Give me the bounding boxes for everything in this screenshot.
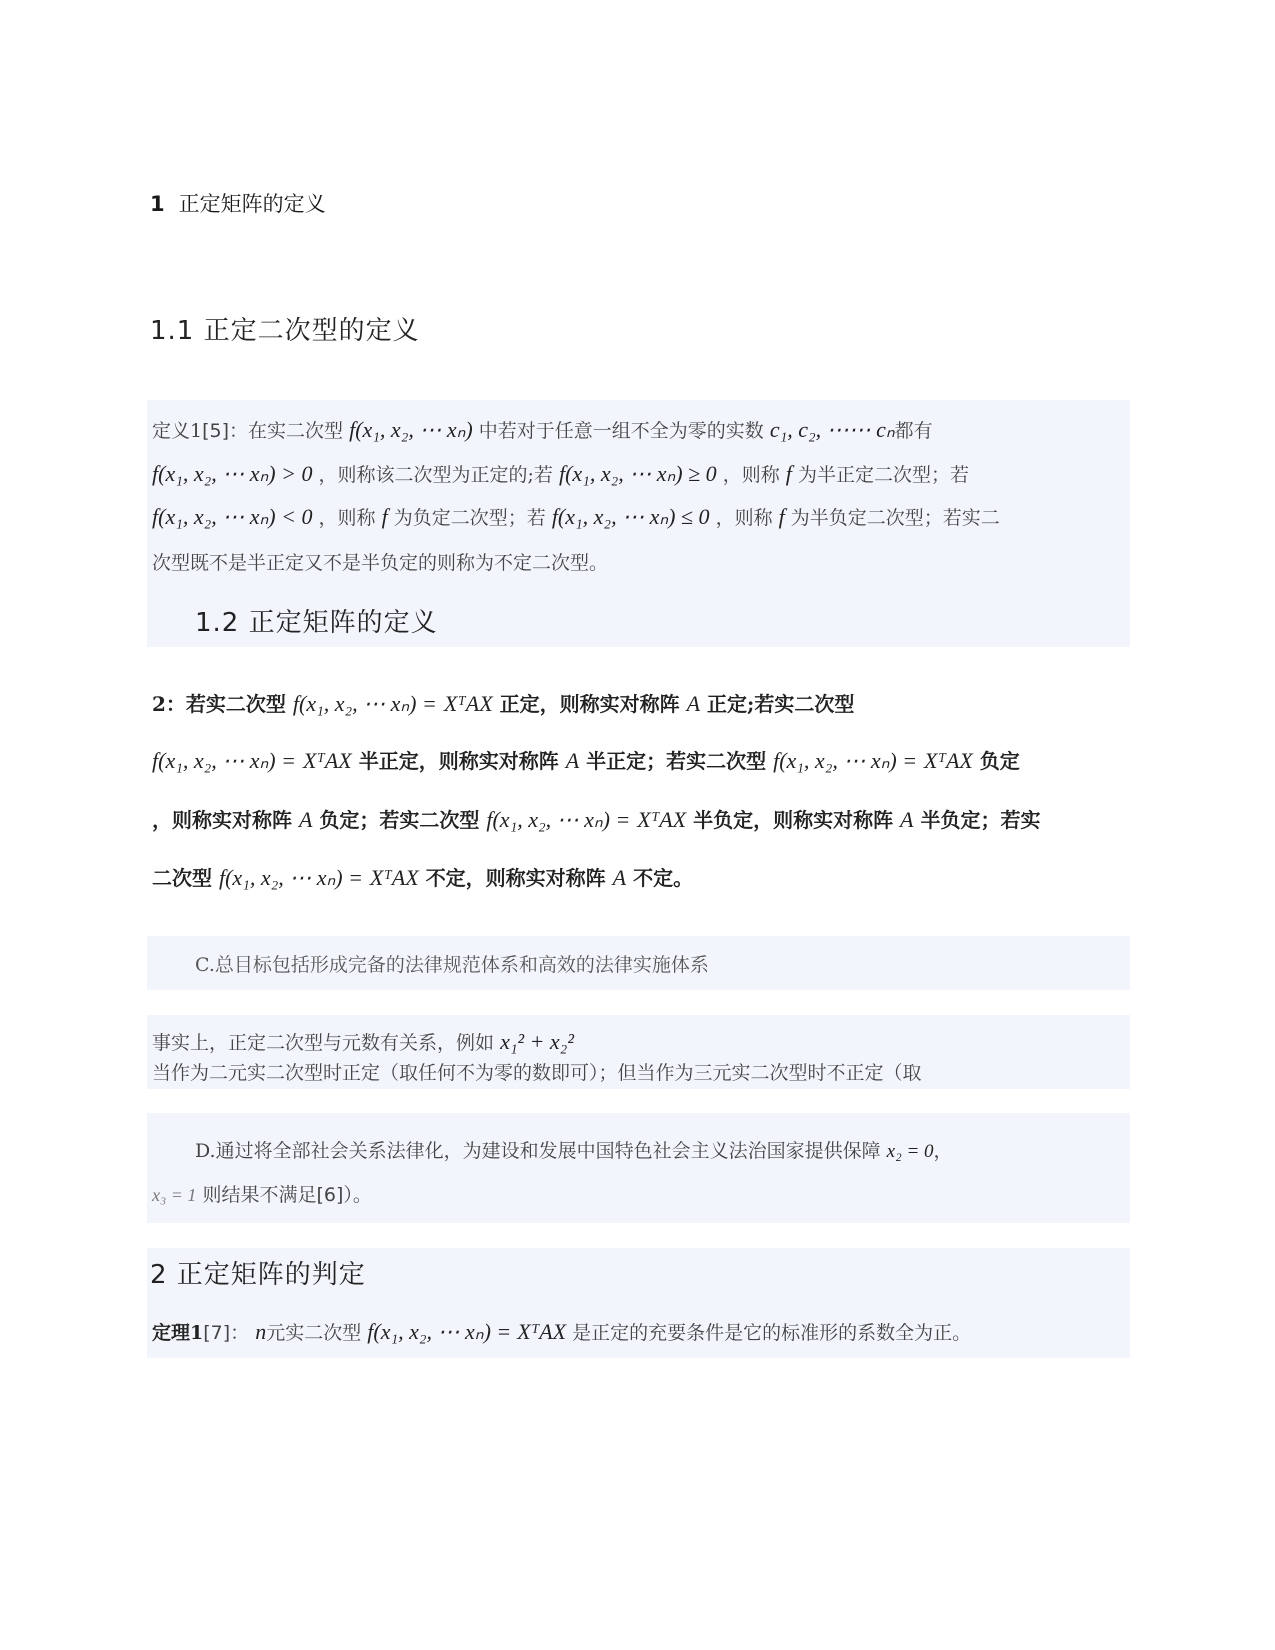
def2-line-4: [152, 862, 693, 891]
formula-xtax: XᵀAX: [517, 1319, 567, 1344]
formula-c: c₁, c₂, ⋯⋯ cₙ: [769, 417, 895, 442]
section-2-heading: 2 正定矩阵的判定: [150, 1260, 366, 1290]
def2-text: 不定。: [633, 866, 694, 890]
def1-line-2: [152, 460, 969, 487]
formula-quad: f(x₁, x₂, ⋯ xₙ) =: [773, 748, 918, 773]
def1-text: ，则称: [715, 507, 773, 529]
fact-line-2: 当作为二元实二次型时正定（取任何不为零的数即可）；但当作为三元实二次型时不正定（取: [152, 1062, 922, 1084]
option-c-text: C.总目标包括形成完备的法律规范体系和高效的法律实施体系: [195, 954, 709, 976]
formula-xtax: XᵀAX: [924, 748, 973, 773]
theorem-text: ：: [230, 1322, 250, 1344]
formula-quad: f(x₁, x₂, ⋯ xₙ) =: [152, 748, 296, 773]
formula-A: A: [900, 807, 914, 832]
def1-text: ，则称该二次型为正定的;若: [318, 464, 553, 486]
formula-f: f(x₁, x₂, ⋯ xₙ): [349, 417, 473, 442]
option-d-text: ，: [933, 1140, 953, 1162]
def2-text: 二次型: [152, 866, 212, 890]
formula-xtax: XᵀAX: [302, 748, 352, 773]
formula-ge: f(x₁, x₂, ⋯ xₙ) ≥ 0: [558, 461, 717, 486]
formula-A: A: [298, 807, 313, 832]
section-1-1-heading: 1.1 正定二次型的定义: [150, 316, 420, 346]
def2-text: 正定;若实二次型: [707, 692, 855, 716]
def2-line-2: [152, 745, 1020, 774]
def2-text: 半正定；若实二次型: [586, 749, 767, 773]
formula-quad: f(x₁, x₂, ⋯ xₙ) =: [218, 865, 363, 890]
option-d-text: D.通过将全部社会关系法律化，为建设和发展中国特色社会主义法治国家提供保障: [195, 1140, 881, 1162]
formula-A: A: [612, 865, 627, 890]
formula-quad: f(x₁, x₂, ⋯ xₙ) =: [367, 1319, 512, 1344]
option-d-text: ）。: [343, 1184, 372, 1206]
formula-fvar: f: [785, 461, 792, 486]
option-d-text: 则结果不满足: [202, 1184, 317, 1206]
def1-line-4: 次型既不是半正定又不是半负定的则称为不定二次型。: [152, 552, 609, 574]
def1-ref: [5]: [202, 420, 230, 442]
option-d-ref: [6]: [316, 1184, 344, 1206]
formula-A: A: [565, 748, 580, 773]
theorem-text: 元实二次型: [266, 1322, 362, 1344]
def1-text: 为半正定二次型；若: [797, 464, 969, 486]
def1-text: ，则称: [722, 464, 780, 486]
def1-text: 都有: [894, 420, 933, 442]
def2-text: 负定: [979, 749, 1020, 773]
formula-fvar: f: [381, 504, 388, 529]
def2-text: 不定，则称实对称阵: [425, 866, 606, 890]
formula-fvar: f: [778, 504, 785, 529]
def1-text: ，则称: [318, 507, 376, 529]
def2-text: 半正定，则称实对称阵: [358, 749, 559, 773]
def2-text: 半负定；若实: [920, 808, 1041, 832]
section-number: 1: [150, 192, 165, 216]
def2-text: 2：若实二次型: [152, 692, 286, 716]
def2-text: 正定，则称实对称阵: [499, 692, 680, 716]
def1-line-3: [152, 503, 1000, 530]
formula-xtax: XᵀAX: [637, 807, 687, 832]
formula-xtax: XᵀAX: [369, 865, 419, 890]
section-title: 正定矩阵的定义: [178, 192, 326, 216]
theorem-ref: [7]: [203, 1322, 231, 1344]
def2-text: ，则称实对称阵: [152, 808, 292, 832]
formula-n: n: [255, 1319, 267, 1344]
theorem-1-line: [152, 1318, 971, 1345]
formula-sumsq: x₁² + x₂²: [500, 1029, 574, 1054]
theorem-label: 定理1: [152, 1322, 204, 1344]
formula-le: f(x₁, x₂, ⋯ xₙ) ≤ 0: [551, 504, 710, 529]
def2-text: 负定；若实二次型: [319, 808, 480, 832]
fact-text: 事实上，正定二次型与元数有关系，例如: [152, 1032, 495, 1054]
option-d-line-1: [195, 1136, 953, 1163]
fact-line-1: [152, 1028, 574, 1055]
def1-text: ：在实二次型: [229, 420, 344, 442]
formula-quad: f(x₁, x₂, ⋯ xₙ) =: [486, 807, 631, 832]
formula-xtax: XᵀAX: [443, 691, 493, 716]
theorem-text: 是正定的充要条件是它的标准形的系数全为正。: [572, 1322, 972, 1344]
section-1-2-heading: 1.2 正定矩阵的定义: [195, 608, 438, 638]
formula-gt: f(x₁, x₂, ⋯ xₙ) > 0: [152, 461, 313, 486]
def2-line-1: [152, 688, 854, 717]
def1-text: 为负定二次型；若: [393, 507, 546, 529]
option-d-line-2: [152, 1180, 372, 1207]
formula-x3: x₃ = 1: [152, 1185, 197, 1205]
def1-text: 中若对于任意一组不全为零的实数: [478, 420, 764, 442]
formula-x2: x₂ = 0: [886, 1141, 934, 1162]
def1-label: 定义1: [152, 420, 203, 442]
formula-A: A: [686, 691, 701, 716]
def1-text: 为半负定二次型；若实二: [790, 507, 1000, 529]
section-1-heading: [150, 188, 326, 218]
def1-line-1: [152, 416, 933, 443]
formula-quad: f(x₁, x₂, ⋯ xₙ) =: [292, 691, 437, 716]
def2-text: 半负定，则称实对称阵: [693, 808, 894, 832]
def2-line-3: [152, 804, 1040, 833]
formula-lt: f(x₁, x₂, ⋯ xₙ) < 0: [152, 504, 313, 529]
